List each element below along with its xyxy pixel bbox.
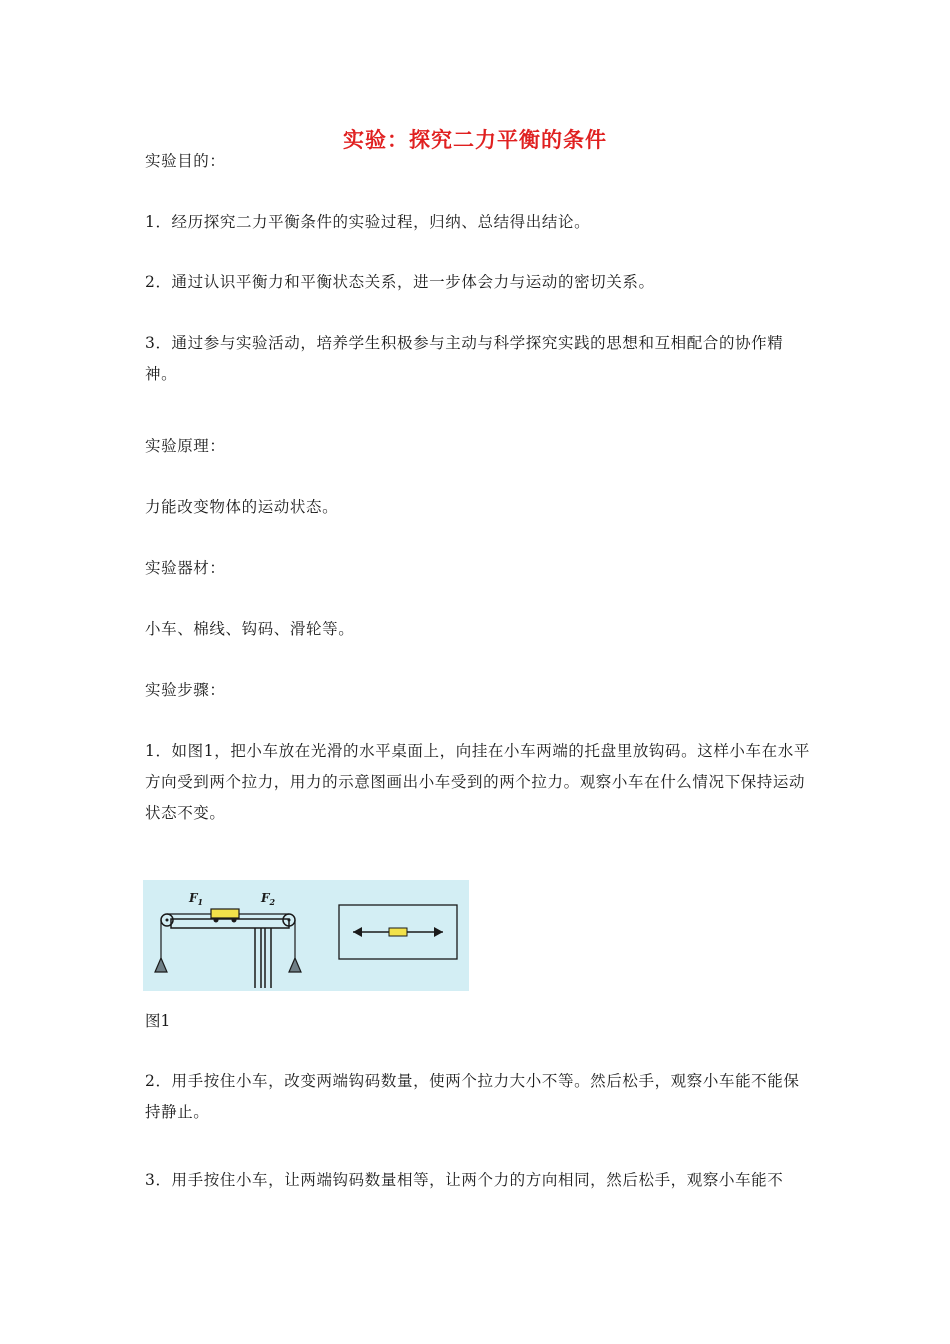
weight-tray-left [155, 958, 167, 972]
step-item-3: 3．用手按住小车，让两端钩码数量相等，让两个力的方向相同，然后松手，观察小车能不 [145, 1171, 784, 1189]
purpose-item-2: 2．通过认识平衡力和平衡状态关系，进一步体会力与运动的密切关系。 [145, 273, 655, 291]
force-label-f2: $F_2$ [261, 891, 276, 907]
principle-heading: 实验原理： [145, 437, 226, 455]
cart-wheel-right [232, 918, 237, 923]
purpose-item-1: 1．经历探究二力平衡条件的实验过程，归纳、总结得出结论。 [145, 213, 591, 231]
experiment-apparatus-diagram [143, 880, 469, 991]
figure-caption: 图1 [145, 1012, 171, 1030]
materials-heading: 实验器材： [145, 559, 226, 577]
figure-1-experiment-illustration [143, 880, 469, 991]
arrow-right-icon [434, 927, 443, 937]
force-label-f1: $F_1$ [189, 891, 204, 907]
steps-heading: 实验步骤： [145, 681, 226, 699]
weight-tray-right [289, 958, 301, 972]
page-title: 实验：探究二力平衡的条件 [343, 128, 607, 152]
materials-text: 小车、棉线、钩码、滑轮等。 [145, 620, 355, 638]
force-diagram-cart [389, 928, 407, 936]
principle-text: 力能改变物体的运动状态。 [145, 498, 339, 516]
cart-wheel-left [214, 918, 219, 923]
cart-body [211, 909, 239, 918]
purpose-heading: 实验目的： [145, 152, 226, 170]
purpose-item-3: 3．通过参与实验活动，培养学生积极参与主动与科学探究实践的思想和互相配合的协作精神。 [145, 334, 784, 383]
arrow-left-icon [353, 927, 362, 937]
step-item-1: 1．如图1，把小车放在光滑的水平桌面上，向挂在小车两端的托盘里放钩码。这样小车在水平方向受到两个拉力，用力的示意图画出小车受到的两个拉力。观察小车在什么情况下保持运动状态不变。 [145, 742, 810, 822]
step-item-2: 2．用手按住小车，改变两端钩码数量，使两个拉力大小不等。然后松手，观察小车能不能保持静止。 [145, 1072, 800, 1121]
table-top [171, 919, 289, 928]
